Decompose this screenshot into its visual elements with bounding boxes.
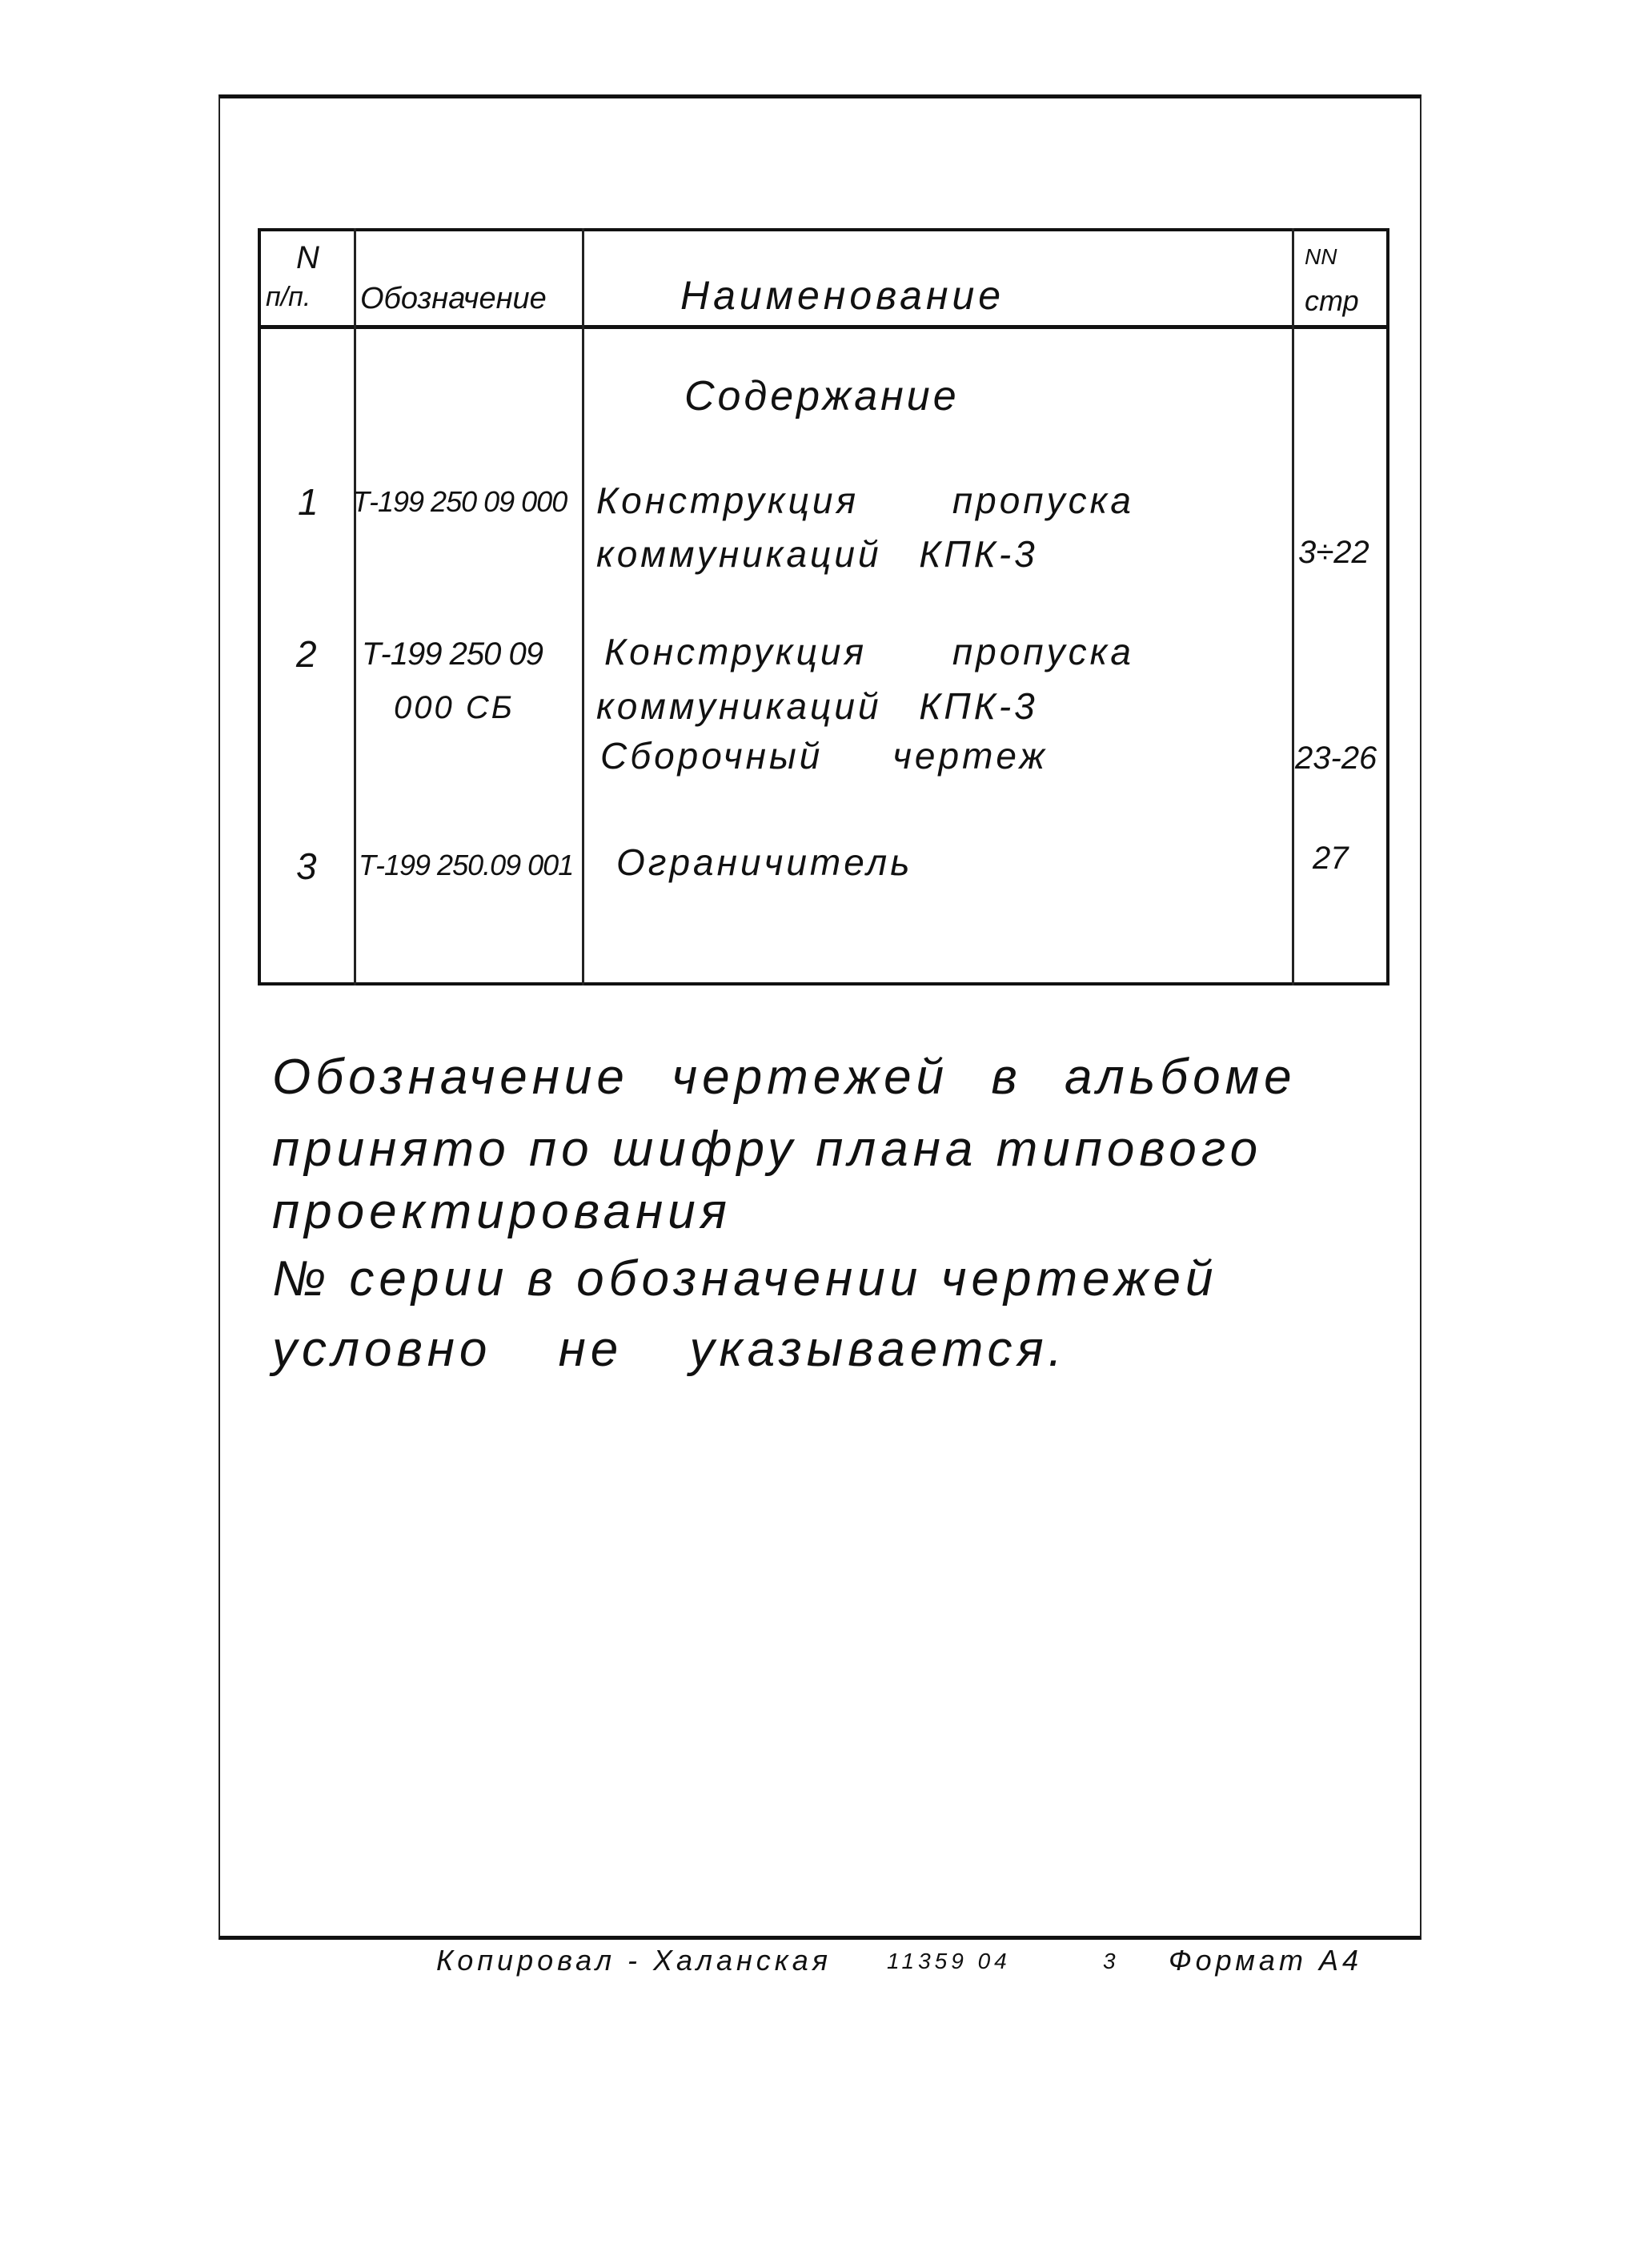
header-pages-bottom: стр bbox=[1305, 284, 1359, 317]
footer-order: 11359 04 bbox=[887, 1949, 1011, 1973]
note-line-2: принято по шифру плана типового bbox=[272, 1122, 1263, 1177]
column-divider bbox=[354, 228, 356, 985]
header-divider bbox=[258, 325, 1389, 329]
row-1-code: Т-199 250 09 000 bbox=[352, 485, 567, 518]
note-line-3: проектирования bbox=[272, 1184, 732, 1239]
header-num-bottom: п/п. bbox=[266, 282, 311, 312]
column-divider bbox=[1292, 228, 1294, 985]
note-line-5: условно не указывается. bbox=[272, 1322, 1067, 1377]
row-2-name-line3: Сборочный чертеж bbox=[600, 735, 1049, 777]
row-1-pages: 3÷22 bbox=[1298, 535, 1369, 570]
row-1-num: 1 bbox=[298, 481, 322, 523]
row-1-name-line1: Конструкция пропуска bbox=[596, 480, 1134, 521]
row-2-pages: 23-26 bbox=[1295, 741, 1377, 776]
row-3-name: Ограничитель bbox=[616, 841, 913, 883]
row-2-name-line1: Конструкция пропуска bbox=[604, 631, 1134, 672]
section-title: Содержание bbox=[684, 373, 960, 419]
header-num-top: N bbox=[296, 240, 319, 275]
note-line-1: Обозначение чертежей в альбоме bbox=[272, 1050, 1297, 1105]
column-divider bbox=[582, 228, 584, 985]
row-2-code-line1: Т-199 250 09 bbox=[362, 636, 543, 672]
header-designation: Обозначение bbox=[360, 282, 547, 315]
note-line-4: № серии в обозначении чертежей bbox=[272, 1251, 1218, 1307]
footer-sheet: 3 bbox=[1103, 1949, 1120, 1973]
row-2-name-line2: коммуникаций КПК-3 bbox=[596, 685, 1038, 727]
row-2-code-line2: 000 СБ bbox=[394, 690, 515, 725]
header-name: Наименование bbox=[680, 273, 1005, 318]
header-pages-top: NN bbox=[1305, 244, 1337, 269]
footer-copied: Копировал - Халанская bbox=[436, 1944, 832, 1977]
row-3-num: 3 bbox=[296, 845, 320, 887]
row-1-name-line2: коммуникаций КПК-3 bbox=[596, 533, 1038, 575]
row-3-code: Т-199 250.09 001 bbox=[359, 849, 574, 881]
footer-format: Формат А4 bbox=[1169, 1944, 1362, 1977]
row-2-num: 2 bbox=[296, 633, 320, 675]
row-3-pages: 27 bbox=[1313, 841, 1349, 876]
